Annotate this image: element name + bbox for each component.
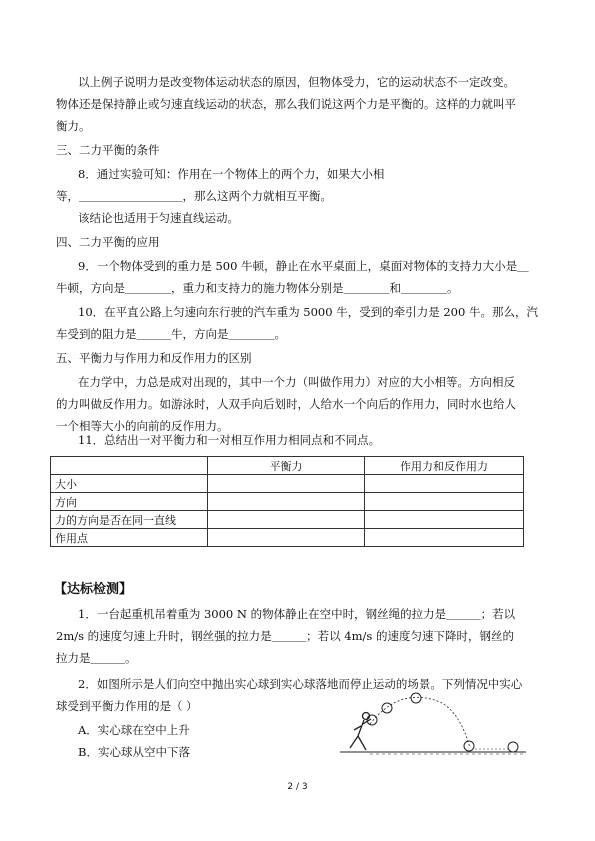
table-cell[interactable] xyxy=(208,475,365,493)
page-number: 2 / 3 xyxy=(287,782,308,792)
question-9-line1: 9．一个物体受到的重力是 500 牛顿，静止在水平桌面上，桌面对物体的支持力大小是＿ xyxy=(78,259,529,273)
paragraph-line: 物体还是保持静止或匀速直线运动的状态，那么我们说这两个力是平衡的。这样的力就叫平 xyxy=(56,97,516,111)
ball xyxy=(508,742,518,752)
table-cell[interactable] xyxy=(365,529,524,547)
ball xyxy=(464,741,474,751)
table-row xyxy=(51,493,524,511)
table-row xyxy=(51,475,524,493)
table-header-cell xyxy=(51,457,208,475)
table-row-label: 方向 xyxy=(51,493,208,511)
test-1-line1: 1．一台起重机吊着重为 3000 N 的物体静止在空中时，钢丝绳的拉力是＿＿＿；若以 xyxy=(78,607,516,621)
table-cell[interactable] xyxy=(365,475,524,493)
section-heading-5: 五、平衡力与作用力和反作用力的区别 xyxy=(56,351,252,365)
question-9-line2: 牛顿，方向是＿＿＿＿，重力和支持力的施力物体分别是＿＿＿＿和＿＿＿＿。 xyxy=(56,281,459,295)
table-cell[interactable] xyxy=(208,493,365,511)
question-10-line2: 车受到的阻力是＿＿＿牛，方向是＿＿＿＿。 xyxy=(56,327,286,341)
test-2-line2: 球受到平衡力作用的是（ ） xyxy=(56,699,198,713)
question-8-line1: 8．通过实验可知：作用在一个物体上的两个力，如果大小相 xyxy=(78,167,385,181)
paragraph-line: 的力叫做反作用力。如游泳时，人双手向后划时，人给水一个向后的作用力，同时水也给人 xyxy=(56,397,516,411)
option-a[interactable]: A．实心球在空中上升 xyxy=(78,723,190,737)
section-title-test: 【达标检测】 xyxy=(54,582,133,597)
ball xyxy=(411,693,421,703)
paragraph-line: 在力学中，力总是成对出现的，其中一个力（叫做作用力）对应的大小相等。方向相反 xyxy=(78,375,515,389)
section-heading-3: 三、二力平衡的条件 xyxy=(56,143,160,157)
option-b[interactable]: B．实心球从空中下落 xyxy=(78,745,190,759)
table-header-row xyxy=(51,457,524,475)
test-1-line3: 拉力是＿＿＿。 xyxy=(56,651,137,665)
question-8-line2: 等，＿＿＿＿＿＿＿＿＿，那么这两个力就相互平衡。 xyxy=(56,189,332,203)
table-header-cell: 作用力和反作用力 xyxy=(365,457,524,475)
table-cell[interactable] xyxy=(365,511,524,529)
comparison-table xyxy=(50,456,524,547)
table-cell[interactable] xyxy=(208,511,365,529)
ball xyxy=(382,703,392,713)
question-8-note: 该结论也适用于匀速直线运动。 xyxy=(78,211,239,225)
question-11: 11．总结出一对平衡力和一对相互作用力相同点和不同点。 xyxy=(78,433,381,447)
table-row xyxy=(51,511,524,529)
table-cell[interactable] xyxy=(365,493,524,511)
section-heading-4: 四、二力平衡的应用 xyxy=(56,235,160,249)
table-cell[interactable] xyxy=(208,529,365,547)
test-2-line1: 2．如图所示是人们向空中抛出实心球到实心球落地而停止运动的场景。下列情况中实心 xyxy=(78,677,523,691)
table-header-cell: 平衡力 xyxy=(208,457,365,475)
table-row-label: 力的方向是否在同一直线 xyxy=(51,511,208,529)
paragraph-line: 以上例子说明力是改变物体运动状态的原因，但物体受力，它的运动状态不一定改变。 xyxy=(78,75,515,89)
question-10-line1: 10．在平直公路上匀速向东行驶的汽车重为 5000 牛，受到的牵引力是 200 牛。那么，汽 xyxy=(78,305,538,319)
ball-trajectory xyxy=(370,697,470,748)
shot-put-illustration xyxy=(330,690,530,760)
table-row xyxy=(51,529,524,547)
paragraph-line: 一个相等大小的向前的反作用力。 xyxy=(56,419,229,433)
paragraph-line: 衡力。 xyxy=(56,119,91,133)
table-row-label: 作用点 xyxy=(51,529,208,547)
test-1-line2: 2m/s 的速度匀速上升时，钢丝强的拉力是＿＿＿；若以 4m/s 的速度匀速下降时，钢丝的 xyxy=(56,629,514,643)
table-row-label: 大小 xyxy=(51,475,208,493)
